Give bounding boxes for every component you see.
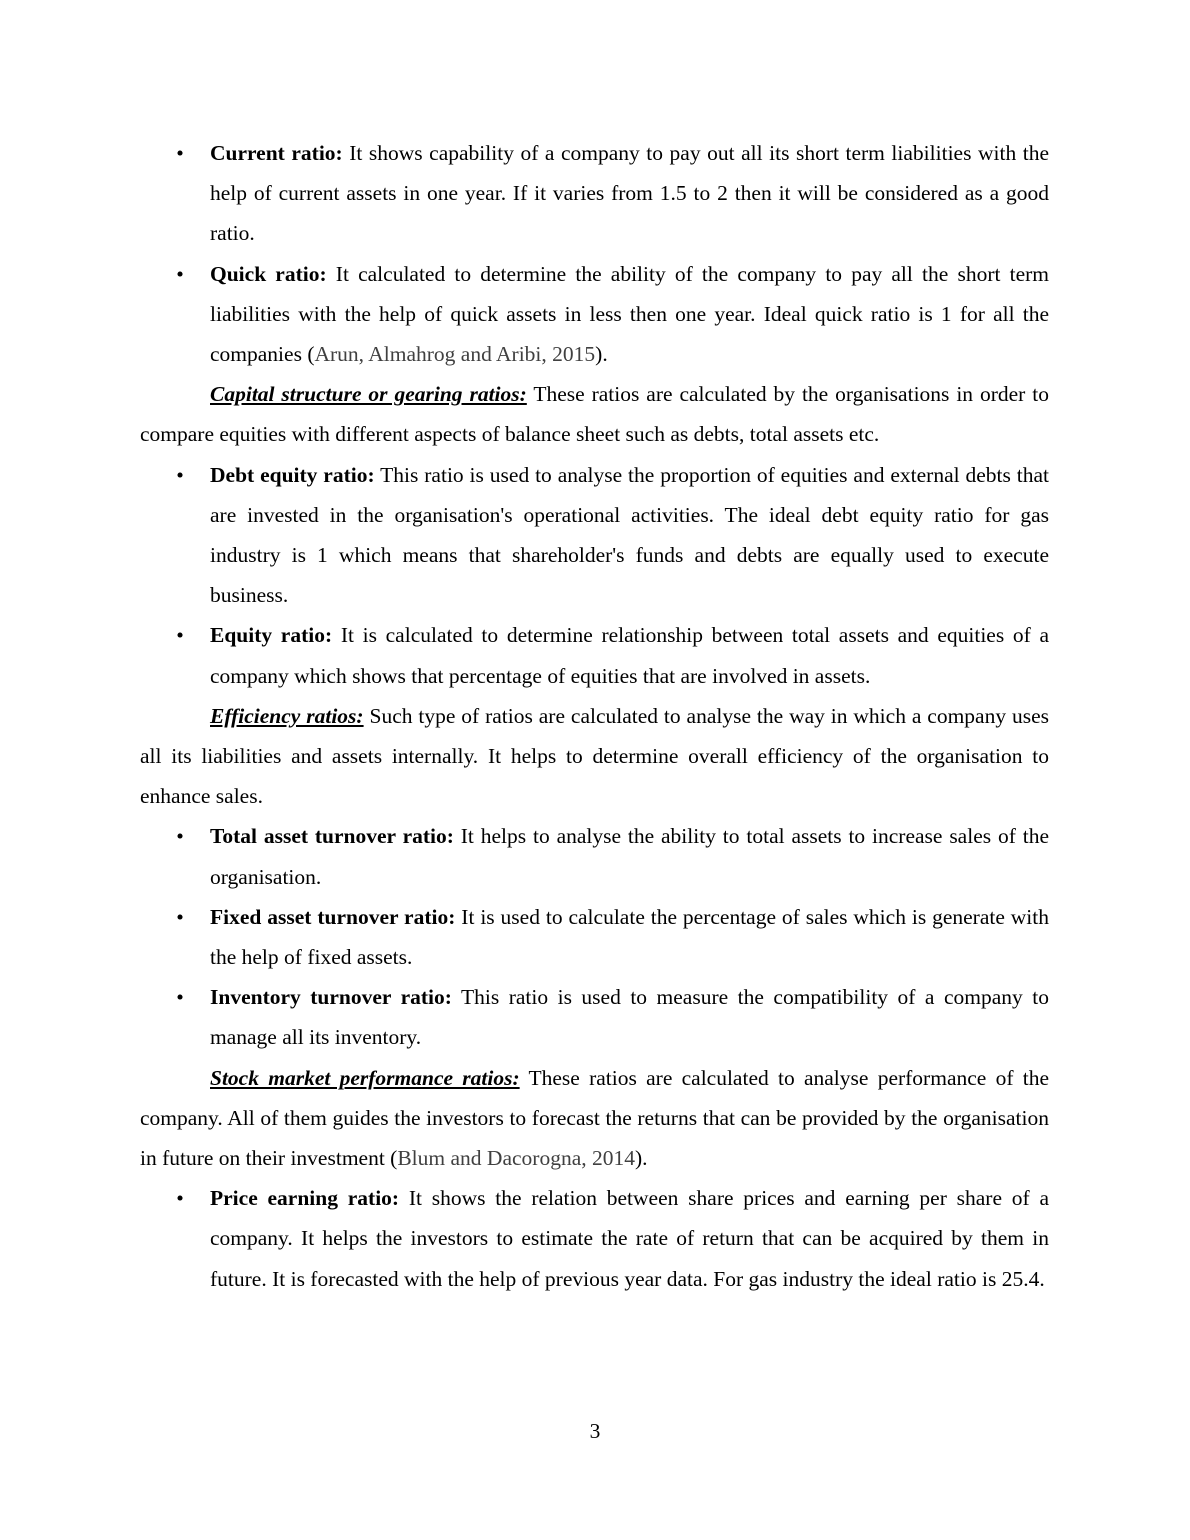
section-efficiency: [140, 696, 1049, 817]
bullet-total-asset-turnover: [176, 816, 1049, 896]
term-total-asset-turnover: Total asset turnover ratio:: [210, 824, 454, 849]
bullet-current-ratio: [176, 133, 1049, 254]
bullet-equity-ratio: [176, 615, 1049, 695]
term-quick-ratio: Quick ratio:: [210, 261, 327, 286]
citation-blum-2014: Blum and Dacorogna, 2014: [397, 1146, 635, 1171]
text-stock-market: These ratios are calculated to analyse performance of the company. All of them guides the investors to forecast the returns that can be provided by the organisation in future on their investment (: [140, 1065, 1049, 1171]
term-current-ratio: Current ratio:: [210, 141, 343, 165]
text-current-ratio: It shows capability of a company to pay out all its short term liabilities with the help of current assets in one year. If it varies from 1.5 to 2 then it will be considered as a good ratio.: [210, 141, 1049, 246]
bullet-quick-ratio: [176, 254, 1049, 375]
term-inventory-turnover: Inventory turnover ratio:: [210, 985, 452, 1010]
text-debt-equity-ratio: This ratio is used to analyse the proportion of equities and external debts that are invested in the organisation's operational activities. The ideal debt equity ratio for gas industry is 1 which means that shareholder's funds and debts are equally used to execute business.: [210, 462, 1050, 608]
text-quick-ratio: It calculated to determine the ability of the company to pay all the short term liabilities with the help of quick assets in less then one year. Ideal quick ratio is 1 for all the companies (: [210, 261, 1049, 367]
bullet-icon: •: [176, 261, 184, 286]
text-total-asset-turnover: It helps to analyse the ability to total assets to increase sales of the organisation.: [210, 824, 1049, 889]
page-body: [140, 133, 1049, 1299]
term-equity-ratio: Equity ratio:: [210, 623, 333, 648]
bullet-icon: •: [176, 985, 184, 1010]
text-price-earning-ratio: It shows the relation between share prices and earning per share of a company. It helps the investors to estimate the rate of return that can be acquired by them in future. It is forecasted with the help of previous year data. For gas industry the ideal ratio is 25.4.: [210, 1186, 1050, 1291]
text-equity-ratio: It is calculated to determine relationship between total assets and equities of a company which shows that percentage of equities that are involved in assets.: [210, 623, 1049, 688]
text-efficiency: Such type of ratios are calculated to analyse the way in which a company uses all its liabilities and assets internally. It helps to determine overall efficiency of the organisation to enhance sales.: [140, 703, 1050, 809]
text-inventory-turnover: This ratio is used to measure the compatibility of a company to manage all its inventory.: [210, 985, 1049, 1050]
heading-stock-market: Stock market performance ratios:: [210, 1065, 520, 1090]
section-capital-structure: [140, 374, 1049, 454]
text-fixed-asset-turnover: It is used to calculate the percentage of sales which is generate with the help of fixed assets.: [210, 904, 1049, 970]
bullet-icon: •: [176, 141, 184, 165]
text-capital-structure: These ratios are calculated by the organisations in order to compare equities with different aspects of balance sheet such as debts, total assets etc.: [140, 382, 1049, 447]
heading-capital-structure: Capital structure or gearing ratios:: [210, 382, 527, 407]
term-fixed-asset-turnover: Fixed asset turnover ratio:: [210, 904, 456, 929]
section-stock-market: [140, 1058, 1049, 1179]
text-stock-market-tail: ).: [635, 1146, 648, 1171]
text-quick-ratio-tail: ).: [595, 342, 608, 367]
bullet-icon: •: [176, 462, 184, 487]
term-debt-equity-ratio: Debt equity ratio:: [210, 462, 375, 487]
bullet-icon: •: [176, 623, 184, 648]
heading-efficiency: Efficiency ratios:: [210, 703, 364, 728]
citation-arun-2015: Arun, Almahrog and Aribi, 2015: [314, 342, 596, 367]
bullet-icon: •: [176, 1186, 184, 1211]
bullet-inventory-turnover: [176, 977, 1049, 1057]
bullet-price-earning-ratio: [176, 1178, 1050, 1299]
bullet-icon: •: [176, 824, 184, 849]
term-price-earning-ratio: Price earning ratio:: [210, 1186, 400, 1211]
page-number: 3: [589, 1419, 601, 1443]
bullet-fixed-asset-turnover: [176, 897, 1049, 977]
bullet-icon: •: [176, 904, 184, 929]
bullet-debt-equity-ratio: [176, 455, 1050, 616]
